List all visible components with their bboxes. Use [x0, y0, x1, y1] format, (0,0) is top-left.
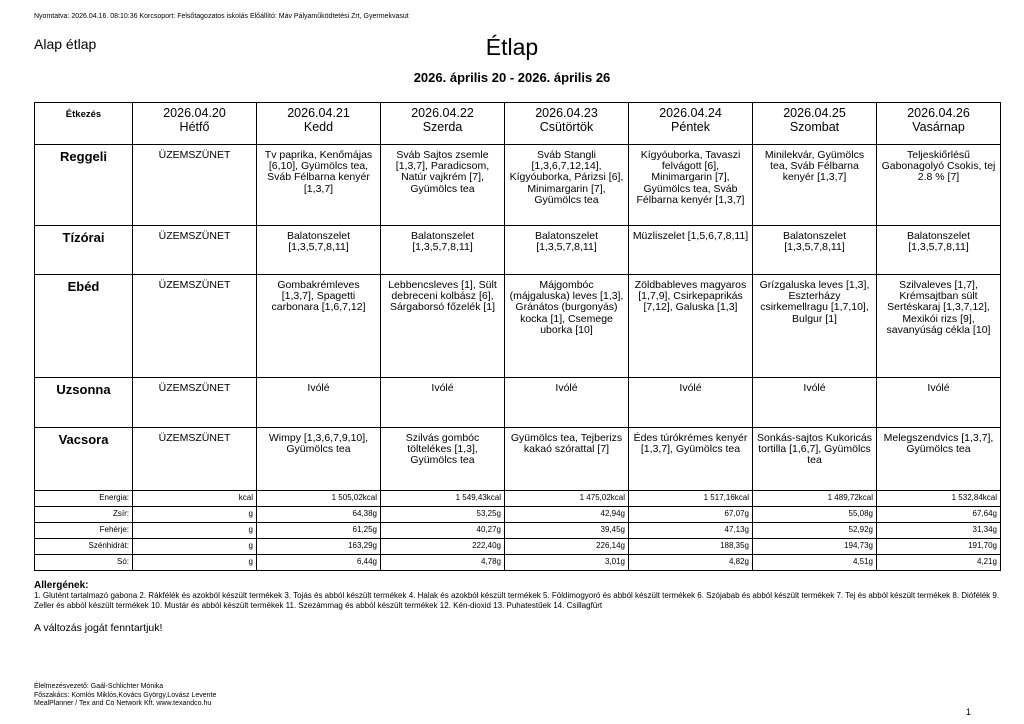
menu-cell: Ivólé — [877, 378, 1001, 428]
print-info: Nyomtatva: 2026.04.16. 08:10:36 Korcsoport: Felsőtagozatos iskolás Előállító: Máv Pályaműködtetési Zrt, Gyermekvasut — [34, 13, 409, 20]
day-header: 2026.04.24 Péntek — [629, 103, 753, 145]
meal-row-vacsora — [35, 428, 1001, 491]
nutrition-value: 1 505,02kcal — [257, 491, 381, 507]
nutrition-unit: g — [133, 507, 257, 523]
base-menu-label: Alap étlap — [34, 36, 97, 52]
nutrition-value: 55,08g — [753, 507, 877, 523]
nutrition-label: Szénhidrát: — [35, 539, 133, 555]
allergens-list: 1. Glutént tartalmazó gabona 2. Rákfélék és azokból készült termékek 3. Tojás és abból készült termékek 4. Halak és azokból készült termékek 5. Földimogyoró és abból készült termékek 6. Szójabab és abból készült termékek 7. Tej és abból készült termékek 8. Diófélék 9. Zeller és abból készült termékek 10. Mustár és abból készült termékek 11. Szezámmag és abból készült termékek 12. Kén-dioxid 13. Puhatestűek 14. Csillagfürt — [34, 591, 1000, 611]
nutrition-value: 3,01g — [505, 555, 629, 571]
menu-cell: Balatonszelet [1,3,5,7,8,11] — [753, 226, 877, 275]
nutrition-row-fat — [35, 507, 1001, 523]
menu-cell: ÜZEMSZÜNET — [133, 428, 257, 491]
nutrition-value: 1 517,16kcal — [629, 491, 753, 507]
allergens-title: Allergének: — [34, 580, 89, 591]
nutrition-value: 67,64g — [877, 507, 1001, 523]
nutrition-value: 226,14g — [505, 539, 629, 555]
nutrition-value: 52,92g — [753, 523, 877, 539]
nutrition-value: 188,35g — [629, 539, 753, 555]
nutrition-value: 222,40g — [381, 539, 505, 555]
nutrition-unit: g — [133, 555, 257, 571]
page-number: 1 — [966, 707, 972, 717]
menu-cell: Balatonszelet [1,3,5,7,8,11] — [381, 226, 505, 275]
menu-cell: Lebbencsleves [1], Sült debreceni kolbász [6], Sárgaborsó főzelék [1] — [381, 275, 505, 378]
menu-cell: ÜZEMSZÜNET — [133, 378, 257, 428]
date-range: 2026. április 20 - 2026. április 26 — [413, 70, 611, 85]
menu-table — [34, 102, 1001, 571]
menu-cell: Teljeskiőrlésű Gabonagolyó Csokis, tej 2.8 % [7] — [877, 145, 1001, 226]
menu-cell: ÜZEMSZÜNET — [133, 145, 257, 226]
menu-cell: Gombakrémleves [1,3,7], Spagetti carbonara [1,6,7,12] — [257, 275, 381, 378]
rights-reserved-note: A változás jogát fenntartjuk! — [34, 622, 163, 634]
menu-cell: ÜZEMSZÜNET — [133, 275, 257, 378]
menu-cell: Balatonszelet [1,3,5,7,8,11] — [877, 226, 1001, 275]
menu-cell: Édes túrókrémes kenyér [1,3,7], Gyümölcs tea — [629, 428, 753, 491]
footer-manager: Élelmezésvezető: Gaál-Schlichter Mónika — [34, 683, 164, 690]
table-header-row — [35, 103, 1001, 145]
nutrition-value: 61,25g — [257, 523, 381, 539]
nutrition-value: 1 489,72kcal — [753, 491, 877, 507]
meal-name: Ebéd — [35, 275, 133, 378]
menu-cell: Melegszendvics [1,3,7], Gyümölcs tea — [877, 428, 1001, 491]
nutrition-value: 1 475,02kcal — [505, 491, 629, 507]
menu-cell: Sváb Stangli [1,3,6,7,12,14], Kígyóuborka, Párizsi [6], Minimargarin [7], Gyümölcs tea — [505, 145, 629, 226]
meal-column-header: Étkezés — [35, 103, 133, 145]
footer-chefs: Főszakács: Komlós Miklós,Kovács György,Lovász Levente — [34, 691, 217, 699]
menu-cell: Ivólé — [257, 378, 381, 428]
nutrition-value: 4,51g — [753, 555, 877, 571]
nutrition-value: 1 549,43kcal — [381, 491, 505, 507]
nutrition-value: 42,94g — [505, 507, 629, 523]
footer-software: MealPlanner / Tex and Co Network Kft. www.texandco.hu — [34, 700, 212, 708]
menu-cell: Ivólé — [505, 378, 629, 428]
nutrition-value: 6,44g — [257, 555, 381, 571]
day-header: 2026.04.20 Hétfő — [133, 103, 257, 145]
menu-cell: Tv paprika, Kenőmájas [6,10], Gyümölcs tea, Sváb Félbarna kenyér [1,3,7] — [257, 145, 381, 226]
menu-cell: Minilekvár, Gyümölcs tea, Sváb Félbarna kenyér [1,3,7] — [753, 145, 877, 226]
menu-cell: Kígyóuborka, Tavaszi felvágott [6], Minimargarin [7], Gyümölcs tea, Sváb Félbarna kenyér [1,3,7] — [629, 145, 753, 226]
nutrition-value: 4,82g — [629, 555, 753, 571]
menu-cell: Májgombóc (májgaluska) leves [1,3], Gránátos (burgonyás) kocka [1], Csemege uborka [10] — [505, 275, 629, 378]
meal-name: Reggeli — [35, 145, 133, 226]
meal-name: Tízórai — [35, 226, 133, 275]
nutrition-value: 31,34g — [877, 523, 1001, 539]
nutrition-value: 4,21g — [877, 555, 1001, 571]
menu-cell: Szilvás gombóc töltelékes [1,3], Gyümölcs tea — [381, 428, 505, 491]
page-title: Étlap — [485, 34, 539, 60]
nutrition-unit: g — [133, 523, 257, 539]
nutrition-value: 163,29g — [257, 539, 381, 555]
menu-cell: Balatonszelet [1,3,5,7,8,11] — [257, 226, 381, 275]
menu-cell: Gyümölcs tea, Tejberizs kakaó szórattal [7] — [505, 428, 629, 491]
menu-cell: Balatonszelet [1,3,5,7,8,11] — [505, 226, 629, 275]
nutrition-value: 191,70g — [877, 539, 1001, 555]
day-header: 2026.04.21 Kedd — [257, 103, 381, 145]
nutrition-label: Só: — [35, 555, 133, 571]
nutrition-row-energy — [35, 491, 1001, 507]
meal-name: Uzsonna — [35, 378, 133, 428]
nutrition-label: Energia: — [35, 491, 133, 507]
nutrition-value: 194,73g — [753, 539, 877, 555]
menu-cell: Müzliszelet [1,5,6,7,8,11] — [629, 226, 753, 275]
meal-row-ebed — [35, 275, 1001, 378]
menu-cell: Ivólé — [629, 378, 753, 428]
menu-cell: Grízgaluska leves [1,3], Eszterházy csirkemellragu [1,7,10], Bulgur [1] — [753, 275, 877, 378]
meal-row-uzsonna — [35, 378, 1001, 428]
menu-cell: Sváb Sajtos zsemle [1,3,7], Paradicsom, Natúr vajkrém [7], Gyümölcs tea — [381, 145, 505, 226]
nutrition-value: 1 532,84kcal — [877, 491, 1001, 507]
menu-cell: Zöldbableves magyaros [1,7,9], Csirkepaprikás [7,12], Galuska [1,3] — [629, 275, 753, 378]
menu-cell: Wimpy [1,3,6,7,9,10], Gyümölcs tea — [257, 428, 381, 491]
day-header: 2026.04.23 Csütörtök — [505, 103, 629, 145]
meal-row-reggeli — [35, 145, 1001, 226]
nutrition-label: Zsír: — [35, 507, 133, 523]
nutrition-row-carbs — [35, 539, 1001, 555]
nutrition-value: 47,13g — [629, 523, 753, 539]
day-header: 2026.04.26 Vasárnap — [877, 103, 1001, 145]
nutrition-unit: kcal — [133, 491, 257, 507]
nutrition-label: Fehérje: — [35, 523, 133, 539]
nutrition-value: 67,07g — [629, 507, 753, 523]
meal-name: Vacsora — [35, 428, 133, 491]
nutrition-value: 4,78g — [381, 555, 505, 571]
nutrition-row-salt — [35, 555, 1001, 571]
menu-cell: Szilvaleves [1,7], Krémsajtban sült Sertéskaraj [1,3,7,12], Mexikói rizs [9], savanyúság cékla [10] — [877, 275, 1001, 378]
nutrition-value: 40,27g — [381, 523, 505, 539]
day-header: 2026.04.25 Szombat — [753, 103, 877, 145]
menu-cell: ÜZEMSZÜNET — [133, 226, 257, 275]
nutrition-value: 39,45g — [505, 523, 629, 539]
footer — [34, 683, 216, 709]
day-header: 2026.04.22 Szerda — [381, 103, 505, 145]
meal-row-tizorai — [35, 226, 1001, 275]
nutrition-value: 64,38g — [257, 507, 381, 523]
menu-cell: Sonkás-sajtos Kukoricás tortilla [1,6,7], Gyümölcs tea — [753, 428, 877, 491]
nutrition-value: 53,25g — [381, 507, 505, 523]
nutrition-unit: g — [133, 539, 257, 555]
nutrition-row-protein — [35, 523, 1001, 539]
menu-cell: Ivólé — [753, 378, 877, 428]
menu-cell: Ivólé — [381, 378, 505, 428]
